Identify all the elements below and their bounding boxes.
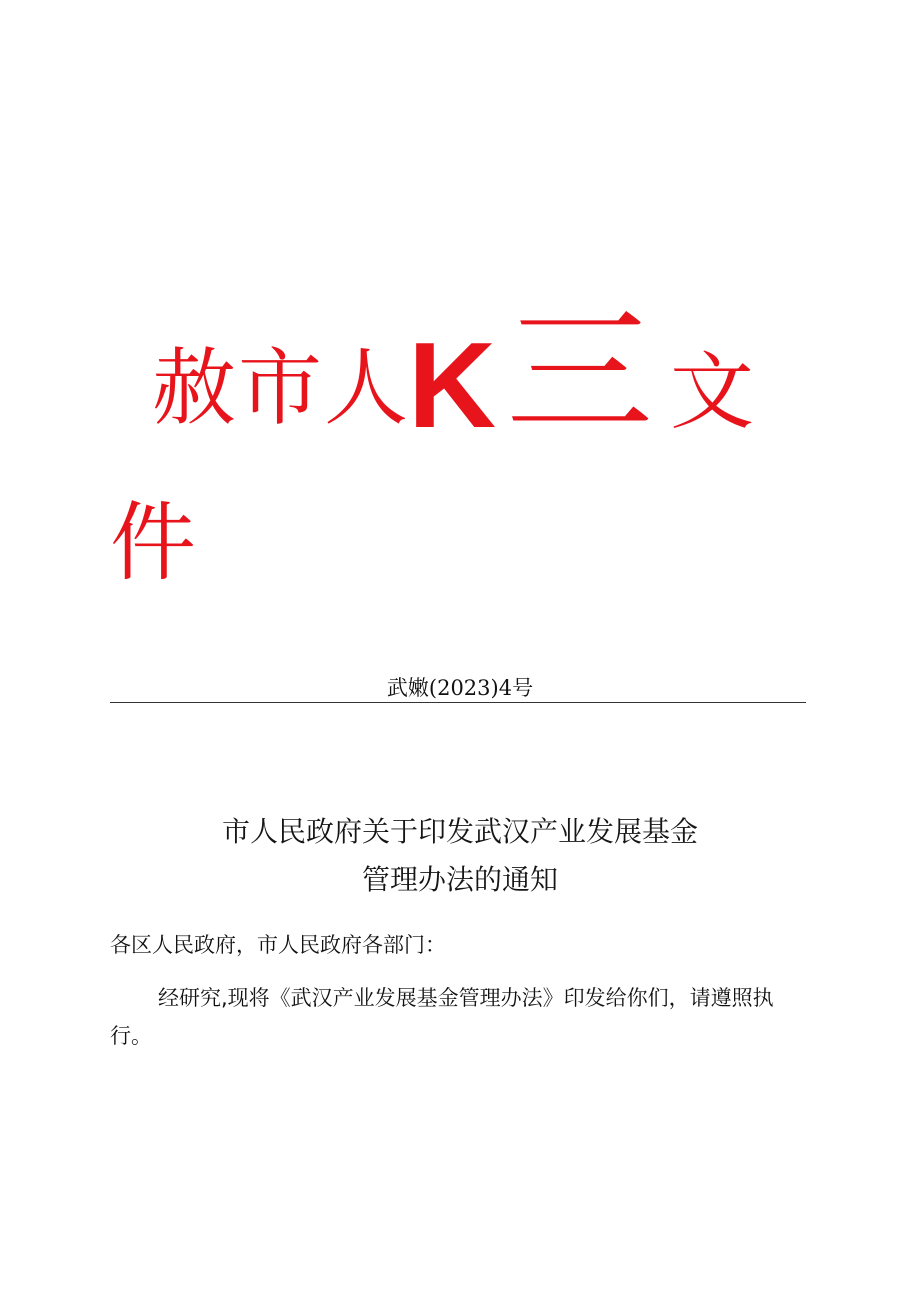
- masthead-char: 人: [324, 339, 409, 437]
- masthead-line2: 件: [110, 493, 196, 593]
- salutation: 各区人民政府，市人民政府各部门：: [110, 933, 446, 957]
- document-number-text: 武嫩(2023)4号: [386, 676, 534, 700]
- masthead-char: 市: [238, 339, 323, 437]
- masthead: [150, 292, 770, 455]
- masthead-char: K: [408, 317, 497, 453]
- title-line-2: 管理办法的通知: [361, 863, 558, 896]
- body-paragraph: 经研究,现将《武汉产业发展基金管理办法》印发给你们，请遵照执行。: [110, 986, 774, 1048]
- masthead-char: 三: [506, 292, 654, 455]
- document-number: [0, 672, 920, 702]
- document-title: [0, 808, 920, 904]
- masthead-char: 文: [670, 343, 755, 441]
- header-divider: [110, 702, 806, 703]
- masthead-char: 赦: [152, 339, 237, 437]
- title-line-1: 市人民政府关于印发武汉产业发展基金: [221, 815, 698, 848]
